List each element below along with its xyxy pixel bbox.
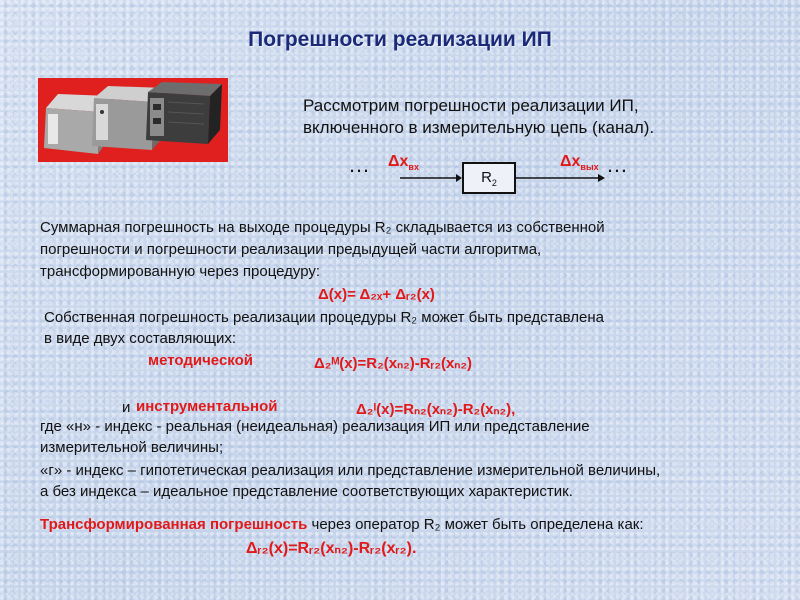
para2-line-1: Собственная погрешность реализации процедуры R₂ может быть представлена	[44, 309, 605, 326]
instrumental-label: инструментальной	[136, 398, 278, 415]
para5	[40, 515, 644, 535]
instrument-modules-photo	[38, 78, 228, 162]
para1-line-3: трансформированную через процедуру:	[40, 263, 321, 280]
output-error-symbol: Δx	[560, 153, 581, 170]
para3-line-2: измерительной величины;	[40, 439, 224, 456]
r2-box-sub: 2	[491, 178, 497, 188]
para1-line-1: Суммарная погрешность на выходе процедуры R₂ складывается из собственной	[40, 219, 605, 236]
para4-line-1: «г» - индекс – гипотетическая реализация или представление измерительной величины,	[40, 462, 661, 479]
para1-line-2: погрешности и погрешности реализации предыдущей части алгоритма,	[40, 241, 542, 258]
para4-line-2: а без индекса – идеальное представление соответствующих характеристик.	[40, 483, 573, 500]
para5-rest: через оператор R₂ может быть определена как:	[307, 516, 644, 533]
para3-line-1: где «н» - индекс - реальная (неидеальная) реализация ИП или представление	[40, 418, 590, 435]
para2-line-2: в виде двух составляющих:	[44, 330, 236, 347]
methodical-formula: Δ₂ᴹ(x)=R₂(xₙ₂)-Rᵣ₂(xₙ₂)	[314, 355, 473, 372]
input-error-symbol: Δx	[388, 153, 409, 170]
r2-box-letter: R	[481, 169, 492, 186]
transformed-error-label: Трансформированная погрешность	[40, 516, 308, 533]
intro-line-1: Рассмотрим погрешности реализации ИП,	[303, 96, 639, 115]
page-title: Погрешности реализации ИП	[248, 28, 552, 51]
instrumental-formula: Δ₂ᴵ(x)=Rₙ₂(xₙ₂)-R₂(xₙ₂),	[356, 401, 516, 418]
methodical-label: методической	[148, 352, 253, 369]
instrumental-prefix: и	[122, 399, 131, 416]
output-error-sub: вых	[580, 162, 599, 173]
r2-procedure-box	[462, 162, 516, 194]
formula-transformed-error: Δᵣ₂(x)=Rᵣ₂(xₙ₂)-Rᵣ₂(xᵣ₂).	[246, 540, 417, 557]
instrument-modules-illustration	[38, 78, 228, 162]
input-error-sub: вх	[408, 162, 419, 173]
dots-right: …	[606, 152, 630, 177]
dots-left: …	[348, 152, 372, 177]
intro-line-2: включенного в измерительную цепь (канал).	[303, 118, 655, 137]
arrow-out-head	[598, 174, 605, 182]
formula-total-error: Δ(x)= Δ₂ₓ+ Δᵣ₂(x)	[318, 286, 435, 303]
